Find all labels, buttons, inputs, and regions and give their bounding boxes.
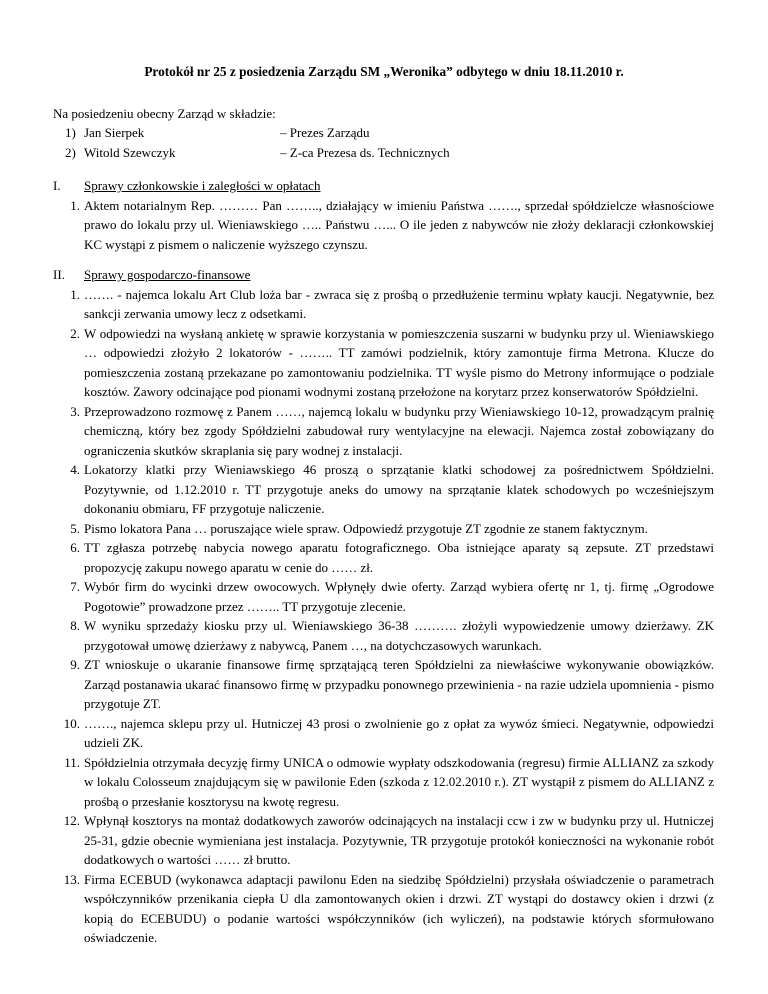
- item-number: 1.: [70, 197, 80, 213]
- item-number: 6.: [70, 540, 80, 555]
- list-item: [53, 616, 714, 655]
- member-name: Witold Szewczyk: [84, 144, 176, 160]
- list-item: [53, 753, 714, 812]
- section-items: [53, 196, 714, 255]
- list-item: [53, 811, 714, 870]
- member-name: Jan Sierpek: [84, 125, 145, 140]
- item-text: ……., najemca sklepu przy ul. Hutniczej 43 prosi o zwolnienie go z opłat za wywóz śmieci. Negatywnie, odpowiedzi udzieli ZK.: [84, 715, 714, 750]
- board-member: [53, 123, 453, 143]
- item-text: ZT wnioskuje o ukaranie finansowe firmę sprzątającą teren Spółdzielni za niewłaściwe wykonywanie obowiązków. Zarząd postanawia ukarać finansowo firmę w przypadku ponownego przewinienia - na razie udziela upomnienia - pismo przygotuje ZT.: [84, 657, 714, 711]
- member-number: 1): [65, 125, 76, 140]
- member-number: 2): [65, 144, 76, 160]
- list-item: [53, 655, 714, 714]
- item-text: Firma ECEBUD (wykonawca adaptacji pawilonu Eden na siedzibę Spółdzielni) przysłała oświadczenie o parametrach współczynników przenikania ciepła U dla zamontowanych okien i drzwi. ZT wystąpi do dostawcy okien i drzwi (z kopią do ECEBUDU) o podanie wartości współczynników (ich wyliczeń), na podstawie których sformułowano oświadczenie.: [84, 871, 714, 945]
- item-text: Pismo lokatora Pana … poruszające wiele spraw. Odpowiedź przygotuje ZT zgodnie ze stanem faktycznym.: [84, 520, 648, 536]
- item-number: 2.: [70, 325, 80, 341]
- section-membership: [53, 176, 714, 254]
- item-text: Przeprowadzono rozmowę z Panem ……, najemcą lokalu w budynku przy Wieniawskiego 10-12, prowadzącym pralnię chemiczną, który bez zgody Spółdzielni zabudował rury wentylacyjne na elewacji. Najemca został zobowiązany do ograniczenia skutków skraplania się pary wodnej z instalacji.: [84, 403, 714, 458]
- board-members-list: [53, 123, 453, 162]
- item-text: W odpowiedzi na wysłaną ankietę w sprawie korzystania w pomieszczenia suszarni w budynku przy ul. Wieniawskiego … odpowiedzi złożyło 2 lokatorów - …….. TT zamówi podzielnik, który zamontuje firma Metrona. Klucze do pomieszczenia zostaną przekazane po zamontowaniu podzielnika. TT wyśle pismo do Metrony informujące o podziale kosztów. Zawory odcinające pod pionami wodnymi zostaną przełożone na korytarz przez konserwatorów Spółdzielni.: [84, 325, 714, 399]
- list-item: [53, 460, 714, 519]
- item-number: 8.: [70, 618, 80, 633]
- item-text: TT zgłasza potrzebę nabycia nowego aparatu fotograficznego. Oba istniejące aparaty są zepsute. ZT przedstawi propozycję zakupu nowego aparatu w cenie do …… zł.: [84, 540, 714, 575]
- item-number: 10.: [63, 715, 80, 731]
- list-item: [53, 714, 714, 753]
- intro-text: Na posiedzeniu obecny Zarząd w składzie:: [53, 106, 276, 121]
- section-header: [53, 176, 714, 196]
- item-number: 9.: [70, 657, 80, 672]
- list-item: [53, 402, 714, 461]
- section-number: II.: [53, 267, 65, 282]
- section-number: I.: [53, 178, 61, 193]
- item-number: 5.: [70, 520, 80, 536]
- item-number: 4.: [70, 462, 80, 477]
- list-item: [53, 577, 714, 616]
- item-number: 7.: [70, 579, 80, 594]
- member-role: – Prezes Zarządu: [280, 125, 370, 140]
- section-heading: Sprawy członkowskie i zaległości w opłatach: [84, 178, 321, 193]
- item-text: W wyniku sprzedaży kiosku przy ul. Wieniawskiego 36-38 ………. złożyli wypowiedzenie umowy dzierżawy. ZK przygotował umowę dzierżawy z nabywcą, Panem …, na dotychczasowych warunkach.: [84, 618, 714, 653]
- item-number: 12.: [63, 813, 80, 828]
- board-member: [53, 143, 453, 163]
- item-text: Wybór firm do wycinki drzew owocowych. Wpłynęły dwie oferty. Zarząd wybiera ofertę nr 1, tj. firmę „Ogrodowe Pogotowie” prowadzone przez …….. TT przygotuje zlecenie.: [84, 579, 714, 614]
- member-role: – Z-ca Prezesa ds. Technicznych: [280, 144, 450, 160]
- item-text: Lokatorzy klatki przy Wieniawskiego 46 proszą o sprzątanie klatki schodowej za pośrednictwem Spółdzielni. Pozytywnie, od 1.12.2010 r. TT przygotuje aneks do umowy na sprzątanie klatek schodowych po wcześniejszym dokonaniu obmiaru, FF przygotuje naliczenie.: [84, 462, 714, 516]
- section-header: [53, 265, 714, 285]
- list-item: [53, 538, 714, 577]
- item-text: Aktem notarialnym Rep. ……… Pan …….., działający w imieniu Państwa ……., sprzedał spółdzielcze własnościowe prawo do lokalu przy ul. Wieniawskiego ….. Państwu …... O ile jeden z nabywców nie złoży deklaracji członkowskiej KC wystąpi z pismem o naliczenie wyższego czynszu.: [84, 197, 714, 252]
- list-item: [53, 870, 714, 948]
- section-heading: Sprawy gospodarczo-finansowe: [84, 267, 251, 282]
- item-text: Wpłynął kosztorys na montaż dodatkowych zaworów odcinających na instalacji ccw i zw w budynku przy ul. Hutniczej 25-31, gdzie obecnie wymieniana jest instalacja. Pozytywnie, TR przygotuje protokół konieczności na wykonanie robót dodatkowych o wartości …… zł brutto.: [84, 813, 714, 867]
- item-number: 3.: [70, 403, 80, 419]
- item-number: 1.: [70, 286, 80, 302]
- list-item: [53, 519, 714, 539]
- item-text: ……. - najemca lokalu Art Club loża bar - zwraca się z prośbą o przedłużenie terminu wpłaty kaucji. Negatywnie, bez sankcji zerwania umowy lecz z odsetkami.: [84, 286, 714, 321]
- list-item: [53, 196, 714, 255]
- section-items: [53, 285, 714, 948]
- list-item: [53, 324, 714, 402]
- item-number: 11.: [64, 754, 80, 770]
- protocol-title: Protokół nr 25 z posiedzenia Zarządu SM „Weronika” odbytego w dniu 18.11.2010 r.: [144, 64, 624, 79]
- item-number: 13.: [63, 871, 80, 887]
- list-item: [53, 285, 714, 324]
- item-text: Spółdzielnia otrzymała decyzję firmy UNICA o odmowie wypłaty odszkodowania (regresu) firmie ALLIANZ za szkody w lokalu Colosseum znajdującym się w pawilonie Eden (szkoda z 12.02.2010 r.). ZT wystąpił z pismem do ALLIANZ z prośbą o przesłanie kosztorysu na kwotę regresu.: [84, 754, 714, 809]
- section-economic-financial: [53, 265, 714, 948]
